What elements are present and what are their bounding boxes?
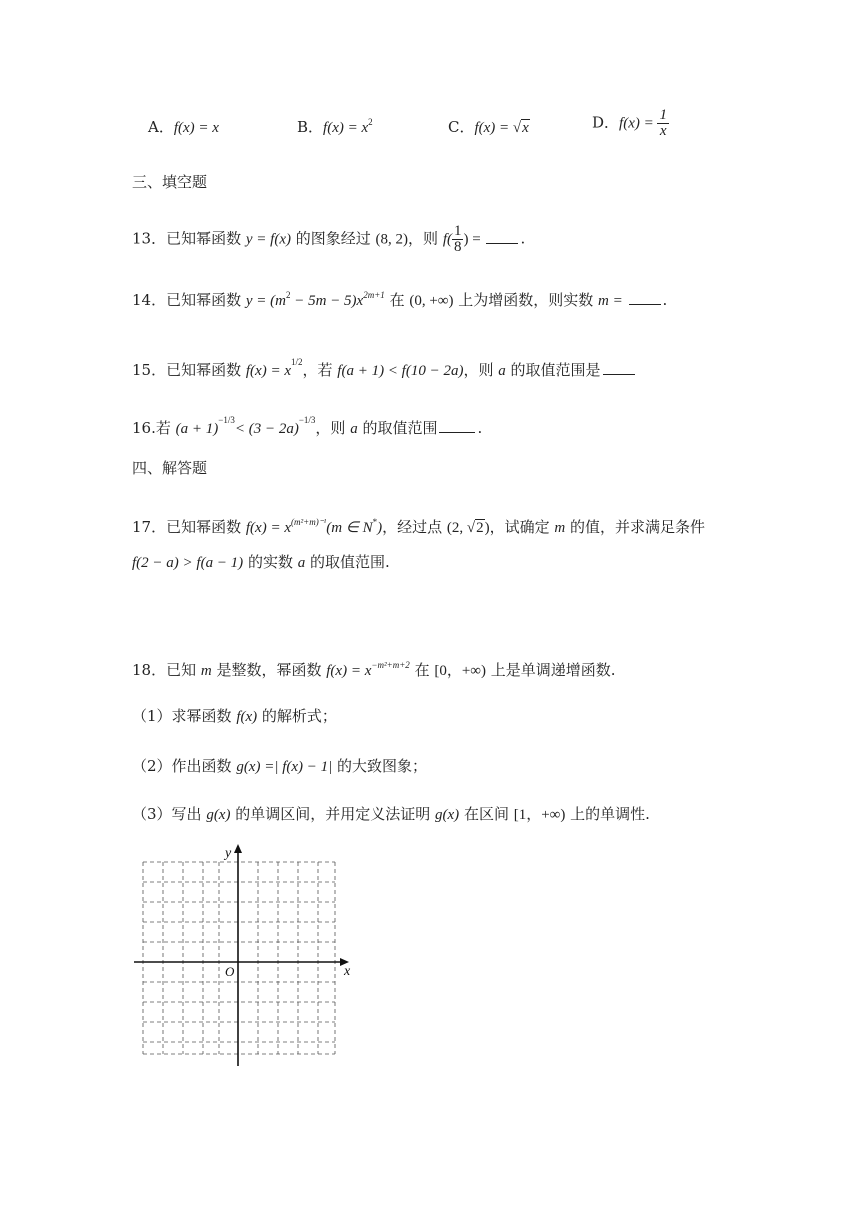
part-text: （2）作出函数 (132, 757, 237, 775)
q13-text: 已知幂函数 (166, 229, 246, 248)
q16-text: ，则 (315, 419, 351, 437)
sqrt-sign: √ (512, 120, 522, 136)
part-text: （1）求幂函数 (132, 707, 237, 725)
q13-text: ，则 (408, 229, 443, 248)
answer-blank[interactable] (603, 362, 635, 375)
answer-blank[interactable] (629, 292, 661, 305)
q17-text: ，试确定 (489, 518, 555, 536)
q14-exponent: 2m+1 (363, 290, 385, 300)
fraction-denominator: x (659, 123, 667, 139)
fraction-denominator: 8 (453, 239, 462, 255)
q17-text: 的实数 (243, 553, 298, 571)
fraction-numerator: 1 (659, 107, 667, 123)
q18-part-3 (132, 804, 650, 825)
q14-text: 在 (384, 291, 410, 309)
answer-blank[interactable] (439, 420, 475, 433)
q17-exponent: (m²+m)⁻¹ (290, 517, 327, 527)
q18-text: 已知 (166, 661, 201, 679)
q17-text: 已知幂函数 (166, 518, 246, 536)
question-16 (132, 410, 482, 439)
q16-math: < (3 − 2a) (234, 421, 299, 437)
answer-blank[interactable] (486, 231, 518, 244)
question-number: 13． (132, 229, 167, 248)
q18-text: 是整数，幂函数 (211, 661, 327, 679)
q16-var: a (350, 421, 358, 437)
question-number: 18． (132, 661, 167, 679)
q15-math: f(a + 1) < f(10 − 2a) (337, 363, 464, 379)
part-text: 在区间 (459, 805, 514, 823)
q18-part-1 (132, 706, 337, 727)
option-b-exponent: 2 (368, 117, 373, 127)
option-a-expr: f(x) = x (173, 120, 219, 136)
q18-interval: [0，+∞) (434, 663, 486, 679)
q13-fraction (452, 224, 464, 255)
part-math: g(x) (435, 807, 460, 823)
q14-math: m = (598, 293, 627, 309)
q13-math: f( (442, 231, 452, 248)
q17-point: ) (484, 520, 490, 536)
question-14 (132, 285, 667, 311)
q15-text: 的取值范围是 (505, 361, 601, 379)
q17-text: 的值，并求满足条件 (565, 518, 706, 536)
section-heading-answer: 四、解答题 (132, 459, 208, 477)
question-18 (132, 655, 616, 681)
part-text: 的单调区间，并用定义法证明 (230, 805, 436, 823)
question-17-line2 (132, 552, 390, 573)
part-interval: [1，+∞) (513, 807, 566, 823)
part-text: （3）写出 (132, 805, 207, 823)
q13-period: . (520, 229, 526, 248)
q17-math: (m ∈ N (326, 520, 373, 536)
part-text: 上的单调性. (565, 805, 650, 823)
q14-text: 上为增函数，则实数 (453, 291, 599, 309)
part-text: 的大致图象； (332, 757, 428, 775)
option-b-expr: f(x) = x (323, 120, 369, 136)
q17-math: f(2 − a) > f(a − 1) (132, 555, 244, 571)
q13-point: (8, 2) (375, 231, 409, 248)
q14-square: 2 (285, 290, 291, 300)
q15-text: 已知幂函数 (166, 361, 246, 379)
q17-star: * (372, 517, 378, 527)
option-a (148, 116, 219, 137)
option-c (448, 116, 530, 137)
coordinate-grid (128, 842, 360, 1074)
option-d-expr: f(x) = (619, 115, 658, 132)
option-d-label: D． (592, 113, 620, 132)
q16-text: 的取值范围 (357, 419, 438, 437)
q14-interval: (0, +∞) (409, 293, 454, 309)
part-math: g(x) (206, 807, 231, 823)
q18-text: 上是单调递增函数. (486, 661, 616, 679)
sqrt-sign: √ (466, 520, 476, 536)
q18-part-2 (132, 756, 427, 777)
q15-exponent: 1/2 (290, 357, 303, 367)
q18-exponent: −m²+m+2 (371, 660, 410, 670)
option-c-radicand: x (522, 120, 529, 136)
axes (134, 848, 342, 1066)
q13-math: ) = (463, 231, 485, 248)
question-number: 16. (132, 419, 156, 437)
question-number: 17． (132, 518, 167, 536)
question-13 (132, 224, 525, 255)
part-math: f(x) (236, 709, 258, 725)
option-d-fraction (657, 108, 669, 139)
option-c-expr: f(x) = (474, 120, 513, 136)
q13-math: y = f(x) (245, 231, 291, 248)
fraction-numerator: 1 (453, 223, 462, 239)
y-axis-label: y (225, 846, 232, 861)
option-c-label: C． (448, 118, 475, 136)
q14-period: . (662, 291, 668, 309)
q17-point: (2, (446, 520, 467, 536)
q16-exponent: −1/3 (218, 415, 235, 425)
question-number: 14． (132, 291, 167, 309)
question-17 (132, 512, 705, 538)
q17-var: m (554, 520, 566, 536)
q18-text: 在 (409, 661, 435, 679)
q16-period: . (477, 419, 483, 437)
q17-var: a (297, 555, 306, 571)
q17-radicand: 2 (476, 520, 484, 536)
option-b (297, 116, 373, 137)
q16-math: (a + 1) (175, 421, 219, 437)
q15-var: a (498, 363, 506, 379)
q15-text: ，若 (302, 361, 338, 379)
q14-math: − 5m − 5)x (290, 293, 364, 309)
option-b-label: B． (297, 118, 324, 136)
question-15 (132, 352, 637, 381)
q15-text: ，则 (463, 361, 499, 379)
q17-text: 的取值范围. (305, 553, 390, 571)
option-d (592, 108, 669, 139)
q14-text: 已知幂函数 (166, 291, 246, 309)
section-heading-fill-in: 三、填空题 (132, 173, 208, 191)
q16-exponent: −1/3 (298, 415, 316, 425)
q14-math: y = (m (245, 293, 286, 309)
q17-math: f(x) = x (245, 520, 291, 536)
origin-label: O (225, 964, 235, 979)
part-text: 的解析式； (257, 707, 337, 725)
q16-text: 若 (155, 419, 176, 437)
option-a-label: A． (148, 118, 174, 136)
q13-text: 的图象经过 (290, 229, 376, 248)
q17-math: ) (377, 520, 383, 536)
q18-var: m (200, 663, 212, 679)
question-number: 15． (132, 361, 167, 379)
y-axis-arrow-icon (234, 844, 242, 853)
part-math: g(x) =| f(x) − 1| (236, 759, 333, 775)
x-axis-label: x (344, 964, 351, 979)
q17-text: ，经过点 (382, 518, 447, 536)
q15-math: f(x) = x (245, 363, 291, 379)
grid-lines (143, 862, 335, 1054)
q18-math: f(x) = x (326, 663, 372, 679)
